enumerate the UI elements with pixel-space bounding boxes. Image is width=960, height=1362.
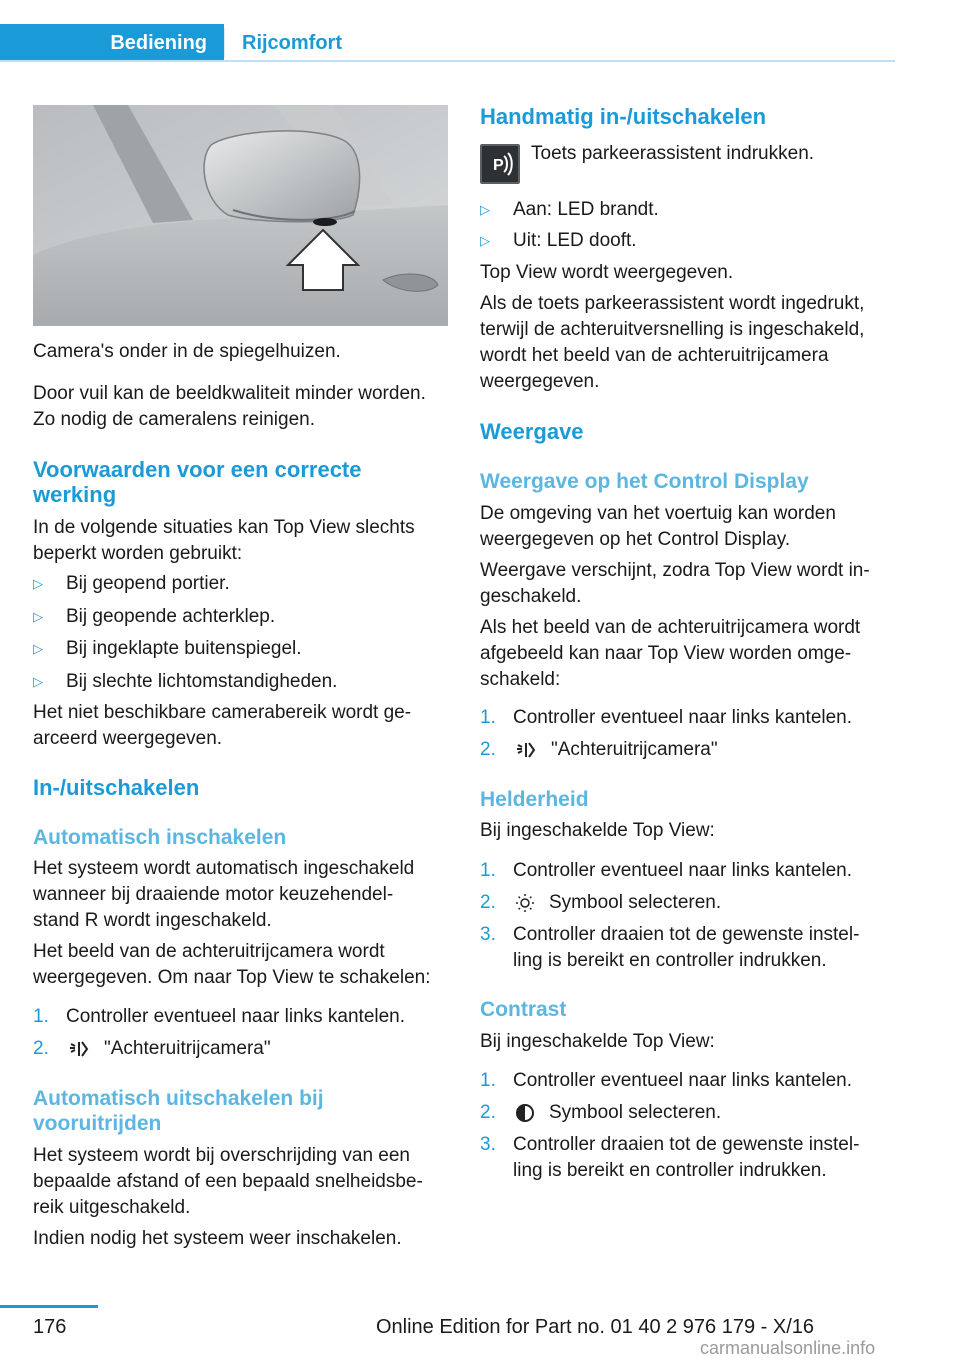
- page-number: 176: [33, 1316, 67, 1338]
- step-number: 2.: [480, 739, 496, 760]
- paragraph: Het beeld van de achteruitrijcamera wordt: [33, 941, 385, 962]
- heading-display: Weergave: [480, 419, 584, 444]
- paragraph: Indien nodig het systeem weer inschakelen.: [33, 1228, 402, 1249]
- paragraph: De omgeving van het voertuig kan worden: [480, 503, 836, 524]
- sun-icon: [515, 893, 535, 913]
- heading-auto-off: Automatisch uitschakelen bij: [33, 1087, 324, 1110]
- triangle-right-icon: ▷: [33, 576, 43, 591]
- edition-text: Online Edition for Part no. 01 40 2 976 179 - X/16: [375, 1316, 815, 1338]
- step-text: Symbool selecteren.: [549, 1102, 722, 1123]
- contrast-icon: [515, 1103, 535, 1123]
- paragraph: afgebeeld kan naar Top View worden omge‐: [480, 643, 852, 664]
- heading-auto-on: Automatisch inschakelen: [33, 826, 287, 849]
- step-text: "Achteruitrijcamera": [551, 739, 718, 760]
- paragraph: Als de toets parkeerassistent wordt ingedrukt,: [480, 293, 865, 314]
- paragraph: Weergave verschijnt, zodra Top View wordt in‐: [480, 560, 870, 581]
- paragraph: beperkt worden gebruikt:: [33, 543, 243, 564]
- paragraph: wordt het beeld van de achteruitrijcamera: [480, 345, 829, 366]
- paragraph: terwijl de achteruitversnelling is ingeschakeld,: [480, 319, 865, 340]
- step-number: 2.: [33, 1038, 49, 1059]
- list-item-text: Bij geopend portier.: [66, 573, 230, 594]
- mirror-camera-photo: [33, 105, 448, 326]
- tab-bediening[interactable]: [0, 24, 224, 62]
- paragraph: bepaalde afstand of een bepaald snelheidsbe‐: [33, 1171, 423, 1192]
- paragraph: weergegeven op het Control Display.: [480, 529, 791, 550]
- paragraph: Bij ingeschakelde Top View:: [480, 1031, 715, 1052]
- step-number: 1.: [480, 1070, 496, 1091]
- paragraph: geschakeld.: [480, 586, 582, 607]
- header-rule: [0, 60, 895, 62]
- paragraph: Het systeem wordt automatisch ingeschakeld: [33, 858, 415, 879]
- heading-conditions-cont: werking: [33, 482, 117, 507]
- paragraph: In de volgende situaties kan Top View slechts: [33, 517, 415, 538]
- photo-caption: Camera's onder in de spiegelhuizen.: [33, 341, 341, 362]
- step-number: 3.: [480, 924, 496, 945]
- triangle-right-icon: ▷: [33, 641, 43, 656]
- tab-rijcomfort[interactable]: [224, 24, 342, 62]
- list-item-text: Bij ingeklapte buitenspiegel.: [66, 638, 302, 659]
- paragraph: reik uitgeschakeld.: [33, 1197, 191, 1218]
- paragraph: Toets parkeerassistent indrukken.: [531, 143, 815, 164]
- heading-auto-off-cont: vooruitrijden: [33, 1112, 162, 1135]
- step-text: Controller eventueel naar links kantelen.: [513, 1070, 853, 1091]
- parking-assistant-button-icon: [480, 144, 520, 184]
- triangle-right-icon: ▷: [33, 674, 43, 689]
- rear-camera-icon: [515, 740, 537, 760]
- list-item-text: Uit: LED dooft.: [513, 230, 637, 251]
- paragraph: Door vuil kan de beeldkwaliteit minder worden.: [33, 383, 426, 404]
- tab-rijcomfort-label: Rijcomfort: [242, 31, 342, 54]
- heading-control-display: Weergave op het Control Display: [480, 470, 809, 493]
- heading-conditions: Voorwaarden voor een correcte: [33, 457, 362, 482]
- paragraph: weergegeven.: [480, 371, 600, 392]
- step-text: ling is bereikt en controller indrukken.: [513, 950, 827, 971]
- paragraph: schakeld:: [480, 669, 561, 690]
- step-number: 2.: [480, 1102, 496, 1123]
- paragraph: Als het beeld van de achteruitrijcamera wordt: [480, 617, 861, 638]
- heading-brightness: Helderheid: [480, 788, 589, 811]
- step-text: ling is bereikt en controller indrukken.: [513, 1160, 827, 1181]
- paragraph: weergegeven. Om naar Top View te schakelen:: [33, 967, 431, 988]
- list-item-text: Bij geopende achterklep.: [66, 606, 276, 627]
- step-text: "Achteruitrijcamera": [104, 1038, 271, 1059]
- paragraph: wanneer bij draaiende motor keuzehendel‐: [33, 884, 394, 905]
- step-text: Controller eventueel naar links kantelen.: [66, 1006, 406, 1027]
- paragraph: stand R wordt ingeschakeld.: [33, 910, 272, 931]
- tab-bediening-label: Bediening: [110, 31, 207, 54]
- paragraph: arceerd weergegeven.: [33, 728, 223, 749]
- footer-rule: [0, 1305, 98, 1308]
- heading-manual: Handmatig in-/uitschakelen: [480, 104, 767, 129]
- list-item-text: Aan: LED brandt.: [513, 199, 659, 220]
- edition-note: [0, 1316, 960, 1339]
- paragraph: Top View wordt weergegeven.: [480, 262, 734, 283]
- list-item-text: Bij slechte lichtomstandigheden.: [66, 671, 338, 692]
- step-text: Symbool selecteren.: [549, 892, 722, 913]
- step-text: Controller draaien tot de gewenste instel‐: [513, 924, 860, 945]
- step-text: Controller eventueel naar links kantelen.: [513, 707, 853, 728]
- step-number: 1.: [480, 860, 496, 881]
- step-number: 3.: [480, 1134, 496, 1155]
- watermark: carmanualsonline.info: [700, 1338, 876, 1358]
- rear-camera-icon: [68, 1039, 90, 1059]
- paragraph: Het systeem wordt bij overschrijding van een: [33, 1145, 411, 1166]
- triangle-right-icon: ▷: [480, 233, 490, 248]
- paragraph: Bij ingeschakelde Top View:: [480, 820, 715, 841]
- paragraph: Zo nodig de cameralens reinigen.: [33, 409, 316, 430]
- step-text: Controller draaien tot de gewenste instel‐: [513, 1134, 860, 1155]
- heading-onoff: In-/uitschakelen: [33, 775, 200, 800]
- paragraph: Het niet beschikbare camerabereik wordt ge‐: [33, 702, 412, 723]
- svg-text:P: P: [493, 157, 504, 174]
- triangle-right-icon: ▷: [480, 202, 490, 217]
- step-number: 2.: [480, 892, 496, 913]
- step-number: 1.: [33, 1006, 49, 1027]
- triangle-right-icon: ▷: [33, 609, 43, 624]
- step-text: Controller eventueel naar links kantelen.: [513, 860, 853, 881]
- heading-contrast: Contrast: [480, 998, 567, 1021]
- step-number: 1.: [480, 707, 496, 728]
